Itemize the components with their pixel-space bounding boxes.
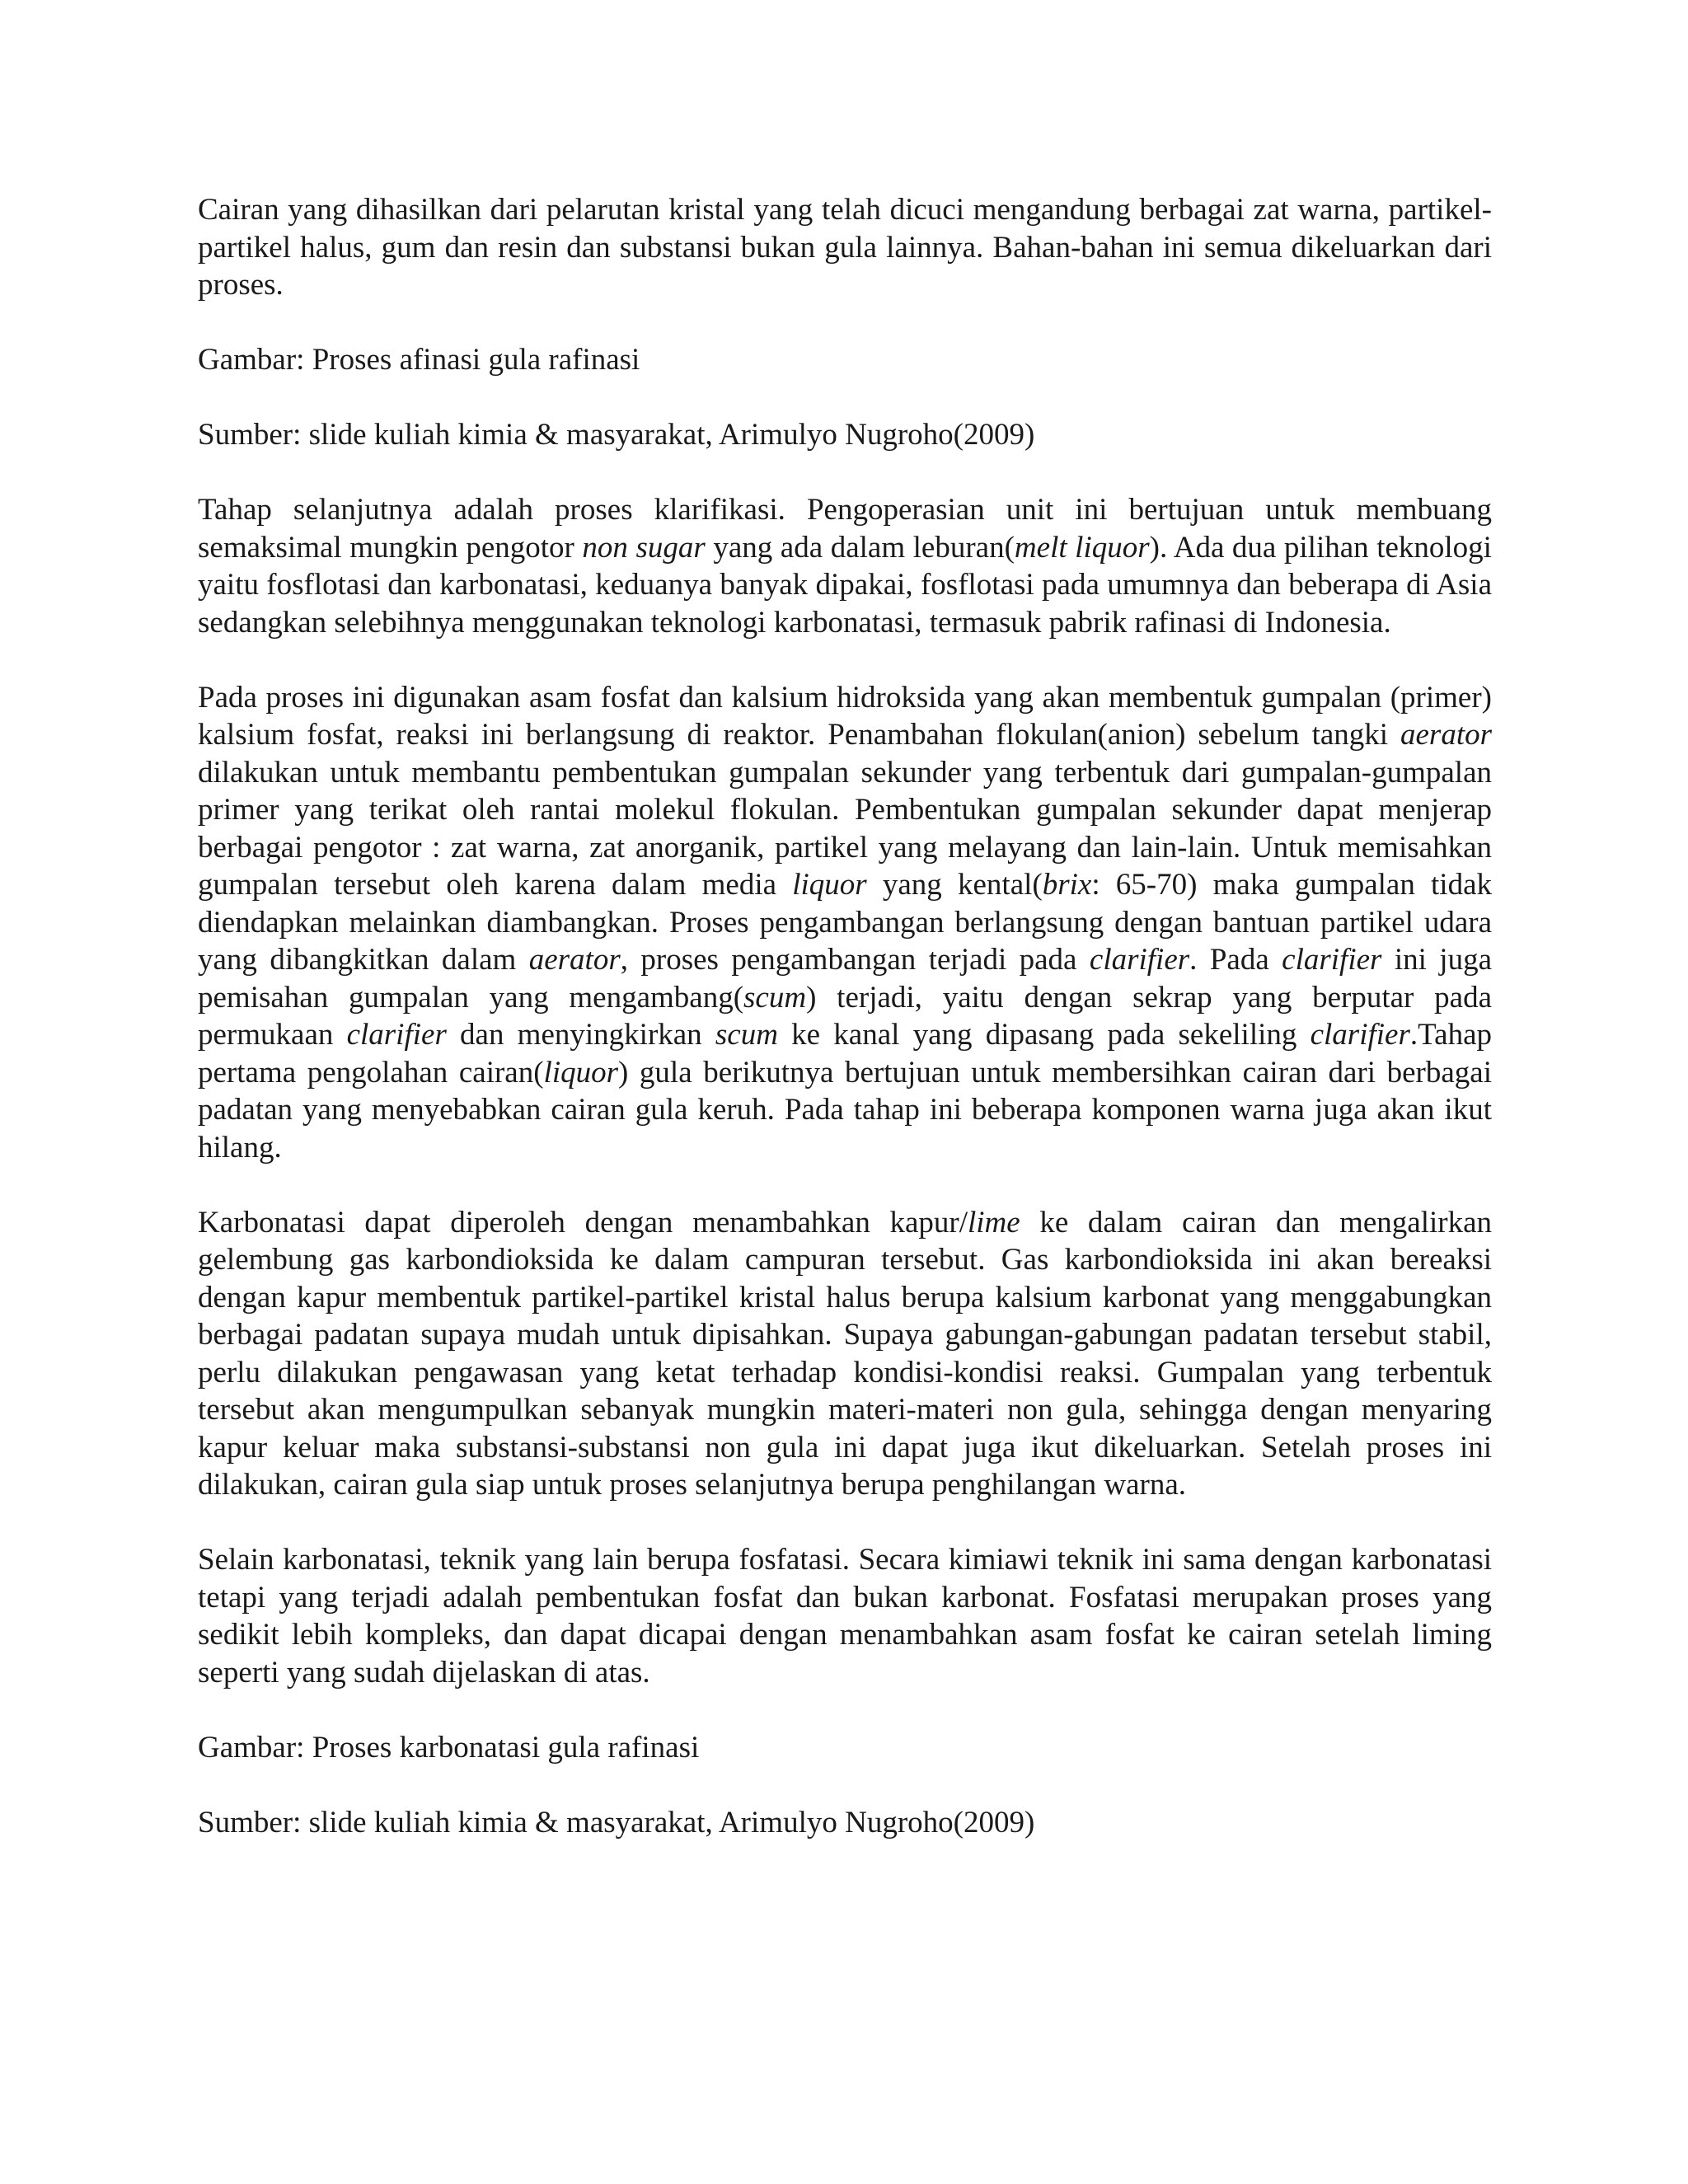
paragraph-dissolution: Cairan yang dihasilkan dari pelarutan kristal yang telah dicuci mengandung berbagai zat warna, partikel-partikel halus, gum dan resin dan substansi bukan gula lainnya. Bahan-bahan ini semua dikeluarkan dari proses.: [198, 193, 1492, 302]
paragraph-phosphate-process: Pada proses ini digunakan asam fosfat dan kalsium hidroksida yang akan membentuk gumpalan (primer) kalsium fosfat, reaksi ini berlangsung di reaktor. Penambahan flokulan(anion) sebelum tangki aerator dilakukan untuk membantu pembentukan gumpalan sekunder yang terbentuk dari gumpalan-gumpalan primer yang terikat oleh rantai molekul flokulan. Pembentukan gumpalan sekunder dapat menjerap berbagai pengotor : zat warna, zat anorganik, partikel yang melayang dan lain-lain. Untuk memisahkan gumpalan tersebut oleh karena dalam media liquor yang kental(brix: 65-70) maka gumpalan tidak diendapkan melainkan diambangkan. Proses pengambangan berlangsung dengan bantuan partikel udara yang dibangkitkan dalam aerator, proses pengambangan terjadi pada clarifier. Pada clarifier ini juga pemisahan gumpalan yang mengambang(scum) terjadi, yaitu dengan sekrap yang berputar pada permukaan clarifier dan menyingkirkan scum ke kanal yang dipasang pada sekeliling clarifier.Tahap pertama pengolahan cairan(liquor) gula berikutnya bertujuan untuk membersihkan cairan dari berbagai padatan yang menyebabkan cairan gula keruh. Pada tahap ini beberapa komponen warna juga akan ikut hilang.: [198, 680, 1492, 1165]
document-page: [198, 191, 1492, 1879]
figure-source-karbonatasi: Sumber: slide kuliah kimia & masyarakat, Arimulyo Nugroho(2009): [198, 1805, 1035, 1840]
figure-caption-afinasi: Gambar: Proses afinasi gula rafinasi: [198, 343, 640, 377]
figure-caption-karbonatasi: Gambar: Proses karbonatasi gula rafinasi: [198, 1730, 700, 1765]
paragraph-clarification: Tahap selanjutnya adalah proses klarifikasi. Pengoperasian unit ini bertujuan untuk membuang semaksimal mungkin pengotor non sugar yang ada dalam leburan(melt liquor). Ada dua pilihan teknologi yaitu fosflotasi dan karbonatasi, keduanya banyak dipakai, fosflotasi pada umumnya dan beberapa di Asia sedangkan selebihnya menggunakan teknologi karbonatasi, termasuk pabrik rafinasi di Indonesia.: [198, 493, 1492, 640]
figure-source-afinasi: Sumber: slide kuliah kimia & masyarakat, Arimulyo Nugroho(2009): [198, 418, 1035, 452]
paragraph-phosphatation: Selain karbonatasi, teknik yang lain berupa fosfatasi. Secara kimiawi teknik ini sama dengan karbonatasi tetapi yang terjadi adalah pembentukan fosfat dan bukan karbonat. Fosfatasi merupakan proses yang sedikit lebih kompleks, dan dapat dicapai dengan menambahkan asam fosfat ke cairan setelah liming seperti yang sudah dijelaskan di atas.: [198, 1543, 1492, 1690]
paragraph-carbonation: Karbonatasi dapat diperoleh dengan menambahkan kapur/lime ke dalam cairan dan mengalirkan gelembung gas karbondioksida ke dalam campuran tersebut. Gas karbondioksida ini akan bereaksi dengan kapur membentuk partikel-partikel kristal halus berupa kalsium karbonat yang menggabungkan berbagai padatan supaya mudah untuk dipisahkan. Supaya gabungan-gabungan padatan tersebut stabil, perlu dilakukan pengawasan yang ketat terhadap kondisi-kondisi reaksi. Gumpalan yang terbentuk tersebut akan mengumpulkan sebanyak mungkin materi-materi non gula, sehingga dengan menyaring kapur keluar maka substansi-substansi non gula ini dapat juga ikut dikeluarkan. Setelah proses ini dilakukan, cairan gula siap untuk proses selanjutnya berupa penghilangan warna.: [198, 1205, 1493, 1502]
